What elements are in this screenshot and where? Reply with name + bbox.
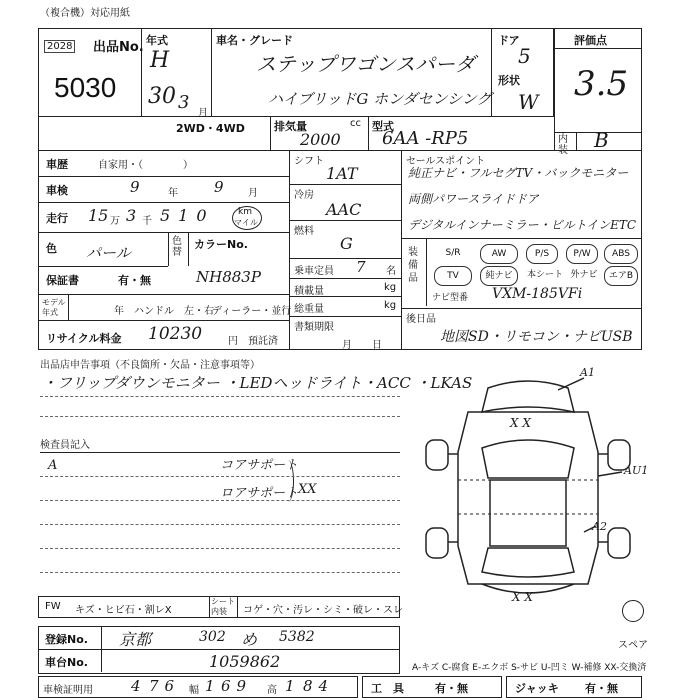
navi-label: ナビ型番 <box>432 293 469 303</box>
registration-row <box>38 626 400 650</box>
interior-label: 内装 <box>558 134 568 156</box>
notes-label: 出品店申告事項（不良箇所・欠品・注意事項等） <box>40 360 260 371</box>
jack-value: 有・無 <box>585 682 618 695</box>
warranty-label: 保証書 <box>46 274 79 287</box>
inspection-month: 9 <box>214 178 224 196</box>
displacement-label: 排気量 <box>274 120 307 133</box>
color-replaced: 色替 <box>172 236 182 258</box>
interior-value: B <box>594 128 609 152</box>
equip-label: 装備品 <box>408 247 418 284</box>
cert-h1: 1 <box>285 677 295 695</box>
year-box <box>142 28 212 119</box>
shape-label: 形状 <box>498 74 520 87</box>
cert-l1: 4 <box>131 677 141 695</box>
mileage-man-unit: 万 <box>110 216 120 227</box>
capacity-label: 乗車定員 <box>294 266 334 277</box>
fw-label: FW <box>45 601 61 612</box>
score-box <box>554 28 642 156</box>
registration-number: 5382 <box>279 629 315 645</box>
mileage-rest: 510 <box>160 206 215 225</box>
year-value: 30 <box>148 84 176 109</box>
score-label: 評価点 <box>574 34 607 47</box>
shift-value: 1AT <box>326 164 358 183</box>
equip-abs: ABS <box>604 244 638 264</box>
gross-unit: kg <box>384 300 397 311</box>
name-box <box>212 28 492 116</box>
spec-info <box>290 150 402 350</box>
equip-tv: TV <box>434 266 472 286</box>
damage-legend: A-キズ C-腐食 E-エクボ S-サビ U-凹ミ W-補修 XX-交換済 <box>412 663 647 673</box>
doors-label: ドア <box>498 34 520 47</box>
history-value: 自家用・（ ） <box>98 160 193 171</box>
displacement-value: 2000 <box>300 130 341 149</box>
inspector-label: 検査員記入 <box>40 440 90 451</box>
equip-seat: 本シート <box>526 270 563 280</box>
capacity-unit: 名 <box>386 266 396 277</box>
name-label: 車名・グレード <box>216 34 293 47</box>
lot-tag: 2028 <box>44 40 75 53</box>
chassis-row <box>38 650 400 674</box>
fw-items: キズ・ヒビ石・割レX <box>75 605 172 616</box>
inspection-month-unit: 月 <box>248 188 258 199</box>
cert-h-label: 高 <box>267 685 277 696</box>
tools-value: 有・無 <box>435 682 468 695</box>
damage-xx-rear: X X <box>512 590 533 604</box>
equip-pw: P/W <box>566 244 598 264</box>
load-label: 積載量 <box>294 286 324 297</box>
navi-value: VXM-185VFi <box>492 286 583 302</box>
load-unit: kg <box>384 282 397 293</box>
inspector-line-1: コアサポート <box>220 458 299 473</box>
inspector-prefix: A <box>48 458 58 473</box>
damage-au1: AU1 <box>624 464 649 477</box>
doc-period-label: 書類期限 <box>294 322 334 333</box>
notes-value: ・フリップダウンモニター ・LEDヘッドライト・ACC ・LKAS <box>42 374 473 392</box>
model-year-handle: 年 ハンドル 左・右 <box>114 306 214 317</box>
equip-sr: S/R <box>445 248 461 258</box>
sales-label: セールスポイント <box>406 156 486 167</box>
tools-row <box>362 676 502 698</box>
doc-period-unit: 月 日 <box>342 340 382 351</box>
jack-label: ジャッキ <box>515 682 559 695</box>
ac-label: 冷房 <box>294 190 314 201</box>
recycle-value: 10230 <box>148 324 203 344</box>
tools-label: 工 具 <box>371 682 404 695</box>
equip-ext-navi: 外ナビ <box>570 270 598 280</box>
sales-line-3: デジタルインナーミラー・ビルトインETC <box>408 218 637 232</box>
ac-value: AAC <box>326 200 362 219</box>
shape-value: W <box>518 90 539 114</box>
mileage-sen: 3 <box>126 206 137 225</box>
model-code-label: 型式 <box>372 120 394 133</box>
chassis-value: 1059862 <box>209 652 281 671</box>
model-code-value: 6AA -RP5 <box>382 128 469 149</box>
cert-label: 車検証明用 <box>43 685 93 696</box>
equip-ps: P/S <box>526 244 558 264</box>
lot-number: 5030 <box>54 72 117 103</box>
sales-info <box>402 150 642 350</box>
car-diagram <box>408 368 640 608</box>
model-year-label: モデル年式 <box>42 298 66 317</box>
cert-l2: 76 <box>149 677 181 695</box>
inspection-year-unit: 年 <box>168 188 178 199</box>
damage-a1: A1 <box>580 366 595 379</box>
equip-navi: 純ナビ <box>480 266 518 286</box>
gross-label: 総重量 <box>294 304 324 315</box>
score-value: 3.5 <box>574 64 629 104</box>
fuel-value: G <box>340 234 353 253</box>
color-code-value: NH883P <box>196 268 261 286</box>
spare-icon <box>622 600 644 622</box>
model-year-dealer: ディーラー・並行 <box>212 306 292 317</box>
warranty-value: 有・無 <box>118 274 151 287</box>
mileage-unit: km <box>238 207 252 217</box>
fuel-label: 燃料 <box>294 226 314 237</box>
history-label: 車歴 <box>46 158 68 171</box>
color-label: 色 <box>46 242 57 255</box>
doors-value: 5 <box>518 44 531 68</box>
registration-kana: め <box>241 630 258 649</box>
jack-row <box>506 676 642 698</box>
registration-city: 京都 <box>119 630 152 649</box>
lot-box <box>38 28 142 116</box>
mileage-man: 15 <box>88 206 109 225</box>
chassis-label: 車台No. <box>45 656 88 669</box>
rear-label: 後日品 <box>406 314 436 325</box>
rear-value: 地図SD・リモコン・ナビUSB <box>440 329 633 345</box>
cert-h2: 84 <box>303 677 335 695</box>
registration-class: 302 <box>199 629 226 645</box>
registration-label: 登録No. <box>45 633 88 646</box>
mileage-label: 走行 <box>46 212 68 225</box>
recycle-unit: 円 預託済 <box>228 336 278 347</box>
color-code-label: カラーNo. <box>194 238 248 251</box>
fw-seat: シート内装 <box>211 597 235 616</box>
year-era: H <box>150 48 170 73</box>
header-title: （複合機）対応用紙 <box>40 8 130 19</box>
car-grade: ハイブリッドG ホンダセンシング <box>268 90 492 108</box>
year-month-unit: 月 <box>198 108 208 119</box>
fw-row <box>38 596 403 618</box>
year-month: 3 <box>178 92 190 113</box>
shift-label: シフト <box>294 156 324 167</box>
drive-label: 2WD・4WD <box>176 122 245 135</box>
vehicle-info <box>38 150 290 350</box>
car-model: ステップワゴンスパーダ <box>256 52 475 76</box>
inspection-label: 車検 <box>46 184 68 197</box>
year-label: 年式 <box>146 34 168 47</box>
sales-line-1: 純正ナビ・フルセグTV・バックモニター <box>408 166 629 180</box>
equip-airbag: エアB <box>604 266 638 286</box>
displacement-unit: cc <box>350 118 361 129</box>
cert-row <box>38 676 358 698</box>
mileage-unit2: マイル <box>234 218 258 227</box>
doors-box <box>492 28 554 116</box>
cert-w-label: 幅 <box>189 685 199 696</box>
cert-w2: 69 <box>221 677 253 695</box>
color-value: パール <box>86 244 131 262</box>
cert-w1: 1 <box>205 677 215 695</box>
mileage-sen-unit: 千 <box>142 216 152 227</box>
sales-line-2: 両側パワースライドドア <box>408 192 539 206</box>
inspector-line-2: ロアサポート <box>220 486 299 501</box>
recycle-label: リサイクル料金 <box>46 332 122 345</box>
equip-aw: AW <box>480 244 518 264</box>
damage-xx-front: X X <box>510 416 531 430</box>
inspector-mark: XX <box>298 482 317 497</box>
inspection-year: 9 <box>130 178 140 196</box>
damage-a2: A2 <box>592 520 607 533</box>
lot-label: 出品No. <box>93 40 144 55</box>
capacity-value: 7 <box>356 258 366 276</box>
spare-label: スペア <box>618 640 648 651</box>
fw-seat-items: コゲ・穴・汚レ・シミ・破レ・スレ <box>243 605 403 616</box>
